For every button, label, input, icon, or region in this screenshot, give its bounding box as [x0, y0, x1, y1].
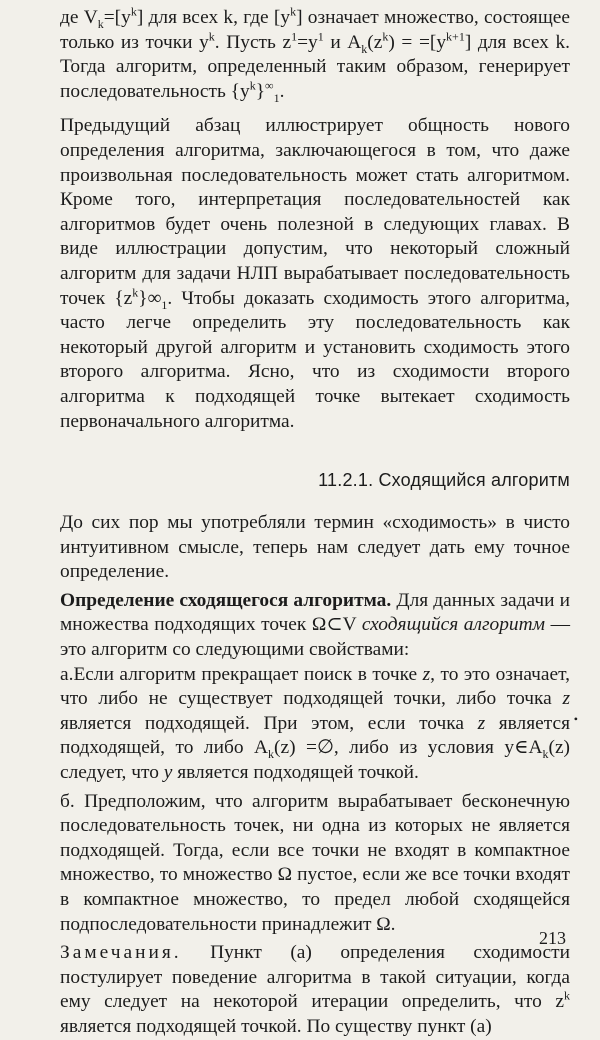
text: Пункт (а) определения сходимости постулирует поведение алгоритма в такой ситуации, когда ему следует на некоторой итерации определить, что z: [60, 942, 570, 1013]
superscript: k+1: [446, 29, 465, 44]
text: (z) =∅, либо из условия y∈A: [274, 737, 543, 759]
text: б. Предположим, что алгоритм вырабатывает бесконечную последовательность точек, ни одна из которых не является подходящей. Тогда, если все точки не входят в компактное множество, то множество Ω пустое, если же все точки входят в компактное множество, то предел любой сходящейся подпоследовательности принадлежит Ω.: [60, 790, 570, 935]
page-number: 213: [539, 928, 566, 948]
text: ] для всех k, где [y: [136, 7, 291, 28]
subscript: k: [268, 747, 275, 762]
paragraph-3: [60, 511, 570, 585]
paragraph-1: [60, 6, 570, 104]
text: является подходящей точкой. По существу пункт (а): [60, 1015, 492, 1037]
text: ] для всех k. Тогда алгоритм, определенный таким образом, генерирует последовательность {y: [60, 31, 571, 102]
section-heading: 11.2.1. Сходящийся алгоритм: [318, 470, 570, 491]
text: ) = =[y: [388, 31, 447, 53]
text: является подходящей точкой.: [172, 762, 419, 784]
subscript: k: [542, 747, 549, 762]
text: Для данных задачи и множества подходящих точек Ω⊂V: [60, 589, 570, 636]
superscript: k: [382, 29, 389, 44]
math-var: z: [562, 688, 570, 710]
text: ] означает множество, состоящее только из точки y: [60, 7, 570, 53]
text: (z) следует, что: [60, 737, 571, 784]
text: =y: [297, 31, 318, 53]
text: является подходящей, то либо A: [60, 712, 570, 759]
text: , то это означает, что либо не существует подходящей точки, либо точка: [60, 663, 570, 710]
text: (z: [367, 31, 383, 53]
definition-title: Определение сходящегося алгоритма.: [60, 589, 392, 611]
subscript: 1: [273, 90, 280, 105]
math-var: z: [477, 712, 486, 734]
superscript: k: [130, 4, 137, 19]
paragraph-item-a: [60, 663, 570, 786]
text: =[y: [103, 7, 131, 28]
margin-mark: •: [573, 712, 578, 726]
text: де V: [60, 7, 98, 28]
superscript: k: [290, 4, 297, 19]
text: а.Если алгоритм прекращает поиск в точке: [60, 663, 423, 685]
paragraph-2: [60, 114, 570, 434]
superscript: k: [132, 285, 139, 300]
superscript: k: [208, 29, 215, 44]
math-var: z: [422, 663, 431, 685]
text: — это алгоритм со следующими свойствами:: [60, 614, 570, 661]
text: }∞: [138, 287, 162, 309]
superscript: k: [249, 78, 256, 93]
subscript: k: [361, 41, 368, 56]
text: . Пусть z: [214, 31, 292, 53]
remarks-label: Замечания.: [60, 942, 182, 964]
text: является подходящей. При этом, если точка: [60, 712, 478, 734]
math-var: y: [163, 762, 173, 784]
superscript: 1: [317, 29, 324, 44]
superscript: k: [564, 988, 570, 1003]
paragraph-definition: [60, 589, 570, 663]
text: . Чтобы доказать сходимость этого алгоритма, часто легче определить эту последовательность как некоторый другой алгоритм и установить сходимость этого второго алгоритма. Ясно, что из сходимости второго алгоритма к подходящей точке вытекает сходимость первоначального алгоритма.: [60, 287, 571, 432]
text: До сих пор мы употребляли термин «сходимость» в чисто интуитивном смысле, теперь нам следует дать ему точное определение.: [60, 512, 570, 583]
text: }: [255, 80, 265, 102]
subscript: 1: [161, 297, 168, 312]
italic-term: сходящийся алгоритм: [361, 614, 545, 636]
text: Предыдущий абзац иллюстрирует общность нового определения алгоритма, заключающегося в том, что даже произвольная последовательность может стать алгоритмом. Кроме того, интерпретация последовательностей как алгоритмов будет очень полезной в следующих главах. В виде иллюстрации допустим, что некоторый сложный алгоритм для задачи НЛП вырабатывает последовательность точек {z: [60, 115, 570, 309]
superscript: 1: [291, 29, 298, 44]
subscript: k: [97, 16, 104, 31]
text: и A: [323, 31, 362, 53]
text: .: [279, 80, 285, 102]
paragraph-item-b: [60, 790, 570, 938]
superscript: ∞: [265, 78, 274, 93]
paragraph-remarks: [60, 941, 570, 1039]
